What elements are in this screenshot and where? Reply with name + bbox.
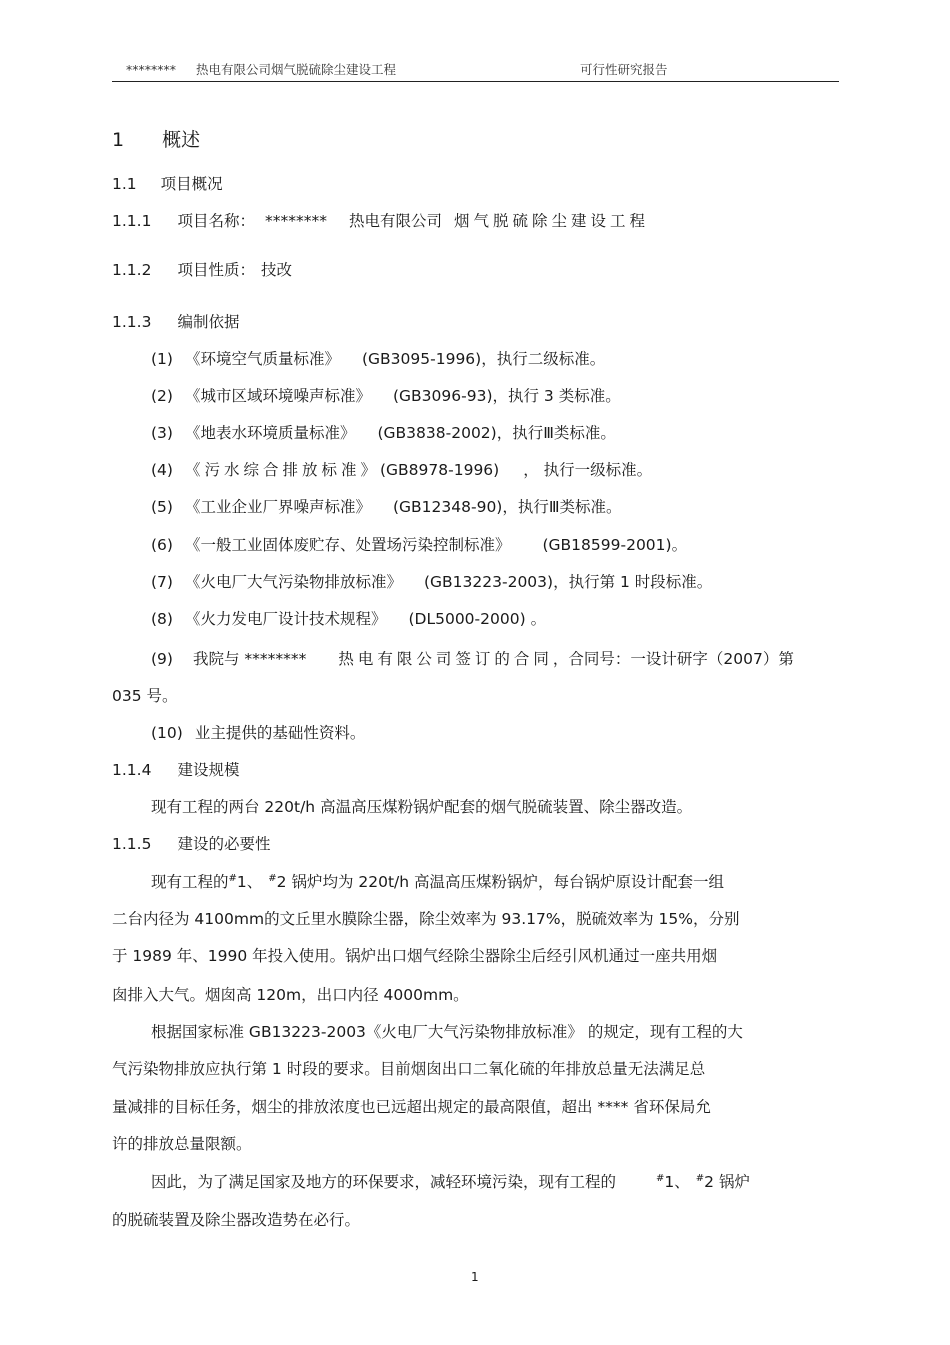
chapter-heading: 1 概述 xyxy=(112,129,201,151)
necessity-p1-line2: 二台内径为 4100mm的文丘里水膜除尘器，除尘效率为 93.17%，脱硫效率为 15%，分别 xyxy=(112,910,740,928)
reference-item-10: (10) 业主提供的基础性资料。 xyxy=(151,724,366,742)
header-doc-type: 可行性研究报告 xyxy=(580,62,668,77)
page-number: 1 xyxy=(471,1270,479,1284)
scale-paragraph: 现有工程的两台 220t/h 高温高压煤粉锅炉配套的烟气脱硫装置、除尘器改造。 xyxy=(151,798,693,816)
running-header xyxy=(112,60,839,82)
necessity-p2-line2: 气污染物排放应执行第 1 时段的要求。目前烟囱出口二氧化硫的年排放总量无法满足总 xyxy=(112,1060,706,1078)
necessity-p2-line3: 量减排的目标任务，烟尘的排放浓度也已远超出规定的最高限值，超出 **** 省环保局允 xyxy=(112,1098,711,1116)
reference-item-5: (5) 《工业企业厂界噪声标准》 (GB12348-90)，执行Ⅲ类标准。 xyxy=(151,498,622,516)
section-1-1-1: 1.1.1 项目名称： ******** 热电有限公司 烟气脱硫除尘建设工程 xyxy=(112,212,649,230)
section-1-1-2: 1.1.2 项目性质： 技改 xyxy=(112,261,292,279)
header-rule xyxy=(112,81,839,82)
reference-item-7: (7) 《火电厂大气污染物排放标准》 (GB13223-2003)，执行第 1 时段标准。 xyxy=(151,573,713,591)
reference-item-1: (1) 《环境空气质量标准》 (GB3095-1996)，执行二级标准。 xyxy=(151,350,606,368)
reference-item-9: (9) 我院与 ******** 热电有限公司签订的合同，合同号：一设计研字（2007）第 xyxy=(151,650,794,668)
necessity-p3-line1: 因此，为了满足国家及地方的环保要求，减轻环境污染，现有工程的 #1、 #2 锅炉 xyxy=(151,1173,750,1191)
necessity-p2-line1: 根据国家标准 GB13223-2003《火电厂大气污染物排放标准》 的规定，现有工程的大 xyxy=(151,1023,743,1041)
reference-item-6: (6) 《一般工业固体废贮存、处置场污染控制标准》 (GB18599-2001)。 xyxy=(151,536,688,554)
reference-item-2: (2) 《城市区域环境噪声标准》 (GB3096-93)，执行 3 类标准。 xyxy=(151,387,621,405)
section-heading-1-1-3: 1.1.3 编制依据 xyxy=(112,313,240,331)
necessity-p1-line4: 囱排入大气。烟囱高 120m，出口内径 4000mm。 xyxy=(112,986,469,1004)
reference-item-4: (4) 《污水综合排放标准》(GB8978-1996) ， 执行一级标准。 xyxy=(151,461,653,479)
section-heading-1-1-4: 1.1.4 建设规模 xyxy=(112,761,240,779)
necessity-p3-line2: 的脱硫装置及除尘器改造势在必行。 xyxy=(112,1211,361,1229)
reference-item-9-cont: 035 号。 xyxy=(112,687,178,705)
section-heading-1-1-5: 1.1.5 建设的必要性 xyxy=(112,835,271,853)
reference-item-8: (8) 《火力发电厂设计技术规程》 (DL5000-2000) 。 xyxy=(151,610,547,628)
necessity-p1-line3: 于 1989 年、1990 年投入使用。锅炉出口烟气经除尘器除尘后经引风机通过一座共用烟 xyxy=(112,947,718,965)
reference-item-3: (3) 《地表水环境质量标准》 (GB3838-2002)，执行Ⅲ类标准。 xyxy=(151,424,616,442)
necessity-p1-line1: 现有工程的#1、 #2 锅炉均为 220t/h 高温高压煤粉锅炉，每台锅炉原设计配套一组 xyxy=(151,873,725,891)
header-project: ******** 热电有限公司烟气脱硫除尘建设工程 xyxy=(126,62,397,77)
section-heading-1-1: 1.1 项目概况 xyxy=(112,175,223,193)
necessity-p2-line4: 许的排放总量限额。 xyxy=(112,1135,252,1153)
